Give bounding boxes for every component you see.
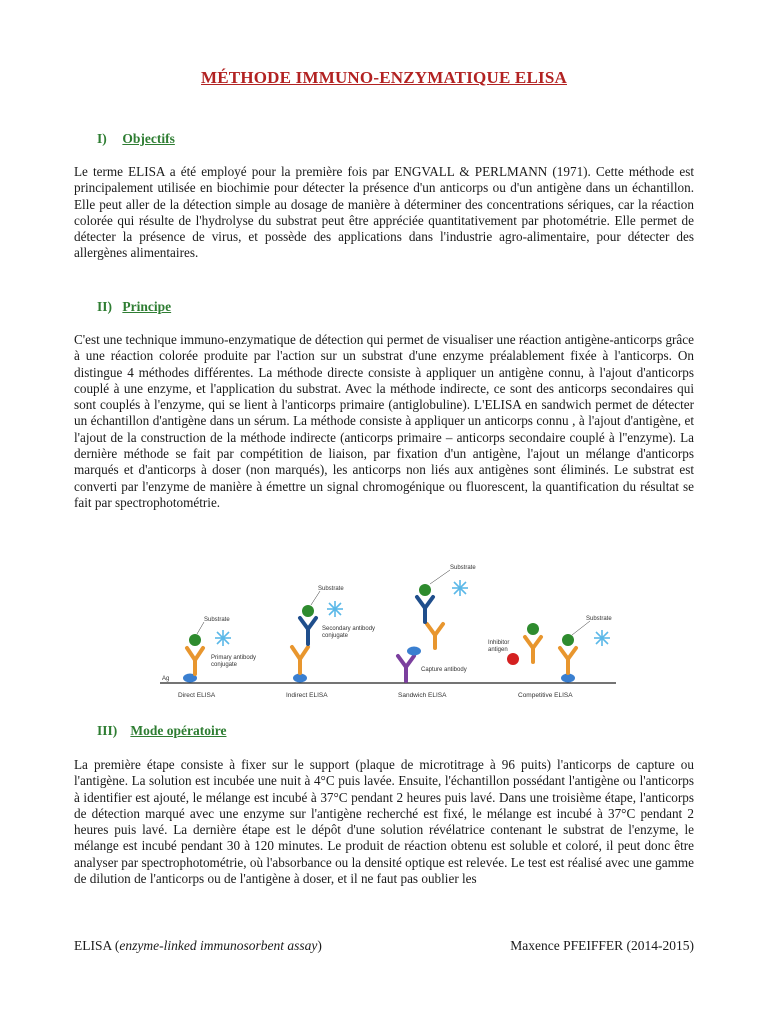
secondary-antibody-label: Secondary antibody <box>322 626 376 632</box>
enzyme-icon <box>527 623 539 635</box>
label-pointer <box>572 621 590 635</box>
enzyme-icon <box>302 605 314 617</box>
competitive-elisa-panel <box>488 616 612 699</box>
substrate-label: Substrate <box>204 617 230 623</box>
caption-sandwich-elisa: Sandwich ELISA <box>398 692 447 699</box>
enzyme-icon <box>189 634 201 646</box>
paragraph-objectifs: Le terme ELISA a été employé pour la première fois par ENGVALL & PERLMANN (1971). Cette méthode est principalement utilisée en biochimie pour détecter la présence d'un anticorps ou d'un antigène dans un échantillon. Elle peut aller de la détection simple au dosage de manière à déterminer des concentrations sériques, car la réaction colorée qui résulte de l'hydrolyse du substrat peut être appréciée quantitativement par photométrie. Elle permet de détecter la présence de virus, et possède des applications dans l'industrie agro-alimentaire, pour détecter des allergènes alimentaires. <box>74 164 694 261</box>
antigen-label: antigen <box>488 647 508 653</box>
primary-antibody-icon <box>525 637 541 662</box>
footer-acronym: ELISA ( <box>74 938 120 953</box>
paragraph-mode-operatoire: La première étape consiste à fixer sur le support (plaque de microtitrage à 96 puits) l'anticorps de capture ou l'antigène. La solution est incubée une nuit à 4°C puis lavée. Ensuite, l'échantillon possédant l'antigène ou l'anticorps à identifier est ajouté, le mélange est incubé à 37°C pendant 2 heures puis lavé. Dans une troisième étape, l'anticorps de détection marqué avec une enzyme sur l'antigène recherché est fixé, le mélange est incubé à 37°C pendant 2 heures puis lavé. La dernière étape est le dépôt d'une solution révélatrice contenant le substrat de l'enzyme, le mélange est incubé pendant 30 à 120 minutes. Le produit de réaction obtenu est soluble et coloré, il peut donc être analyser par spectrophotométrie, où l'absorbance ou la densité optique est relevée. Le test est réalisé avec une gamme de dilution de l'anticorps ou de l'antigène à doser, et il ne faut pas oublier les <box>74 757 694 887</box>
label-pointer <box>311 591 320 605</box>
substrate-burst-icon <box>215 630 231 646</box>
primary-antibody-icon <box>292 647 308 673</box>
section-heading-objectifs <box>97 131 175 147</box>
substrate-label: Substrate <box>586 616 612 622</box>
antigen-icon <box>407 647 421 656</box>
ag-label: Ag <box>162 676 170 682</box>
conjugate-label: conjugate <box>322 633 349 639</box>
section-heading-mode-operatoire <box>97 723 226 739</box>
section-title: Principe <box>122 299 172 314</box>
primary-antibody-label: Primary antibody <box>211 655 257 661</box>
section-heading-principe <box>97 299 171 315</box>
footer-paren: ) <box>317 938 322 953</box>
capture-antibody-icon <box>398 656 414 681</box>
enzyme-icon <box>419 584 431 596</box>
primary-antibody-icon <box>187 648 203 674</box>
label-pointer <box>430 570 450 584</box>
footer-full-name: enzyme-linked immunosorbent assay <box>119 938 318 953</box>
substrate-burst-icon <box>452 580 468 596</box>
section-number: III) <box>97 723 118 738</box>
substrate-label: Substrate <box>318 586 344 592</box>
page-title: MÉTHODE IMMUNO-ENZYMATIQUE ELISA <box>201 68 567 87</box>
section-number: I) <box>97 131 107 146</box>
capture-antibody-label: Capture antibody <box>421 667 467 673</box>
caption-direct-elisa: Direct ELISA <box>178 692 216 699</box>
inhibitor-label: Inhibitor <box>488 640 510 646</box>
footer-author: Maxence PFEIFFER (2014-2015) <box>510 938 694 953</box>
section-number: II) <box>97 299 113 314</box>
indirect-elisa-panel <box>286 586 375 699</box>
primary-antibody-icon <box>560 648 576 673</box>
inhibitor-antigen-icon <box>507 653 519 665</box>
paragraph-principe: C'est une technique immuno-enzymatique de détection qui permet de visualiser une réaction antigène-anticorps grâce à une réaction colorée produite par l'action sur un substrat d'une enzyme préalablement fixée à l'anticorps. On distingue 4 méthodes différentes. La méthode directe consiste à appliquer un antigène connu, à l'ajout d'anticorps couplé à une enzyme, et l'application du substrat. Avec la méthode indirecte, ce sont des anticorps secondaires qui sont couplés à l'enzyme, qui se lient à l'anticorps primaire (antiglobuline). L'ELISA en sandwich permet de détecter un échantillon d'antigène dans un sérum. La méthode consiste à appliquer un anticorps connu , à l'ajout d'antigène, et l'ajout de la construction de la méthode indirecte (anticorps primaire – anticorps secondaire couplé à l''enzyme). La dernière méthode se fait par compétition de liaison, par fixation d'un antigène, l'ajout un mélange d'anticorps marqués et d'anticorps à doser (non marqués), les anticorps non liés aux antigènes sont éliminés. Le substrat est converti par l'enzyme de manière à émettre un signal chromogénique ou fluorescent, la quantification du résultat se fait par spectrophotométrie. <box>74 332 694 510</box>
section-title: Objectifs <box>122 131 175 146</box>
footer-left <box>74 938 322 954</box>
section-title: Mode opératoire <box>130 723 227 738</box>
primary-antibody-icon <box>427 624 443 648</box>
substrate-burst-icon <box>327 601 343 617</box>
secondary-antibody-icon <box>300 618 316 644</box>
enzyme-icon <box>562 634 574 646</box>
substrate-burst-icon <box>594 630 610 646</box>
conjugate-label: conjugate <box>211 662 238 668</box>
caption-indirect-elisa: Indirect ELISA <box>286 692 328 699</box>
secondary-antibody-icon <box>417 597 433 622</box>
elisa-diagram <box>158 556 618 704</box>
sandwich-elisa-panel <box>398 565 476 699</box>
substrate-label: Substrate <box>450 565 476 571</box>
caption-competitive-elisa: Competitive ELISA <box>518 692 573 699</box>
direct-elisa-panel <box>162 617 256 699</box>
label-pointer <box>197 622 204 634</box>
